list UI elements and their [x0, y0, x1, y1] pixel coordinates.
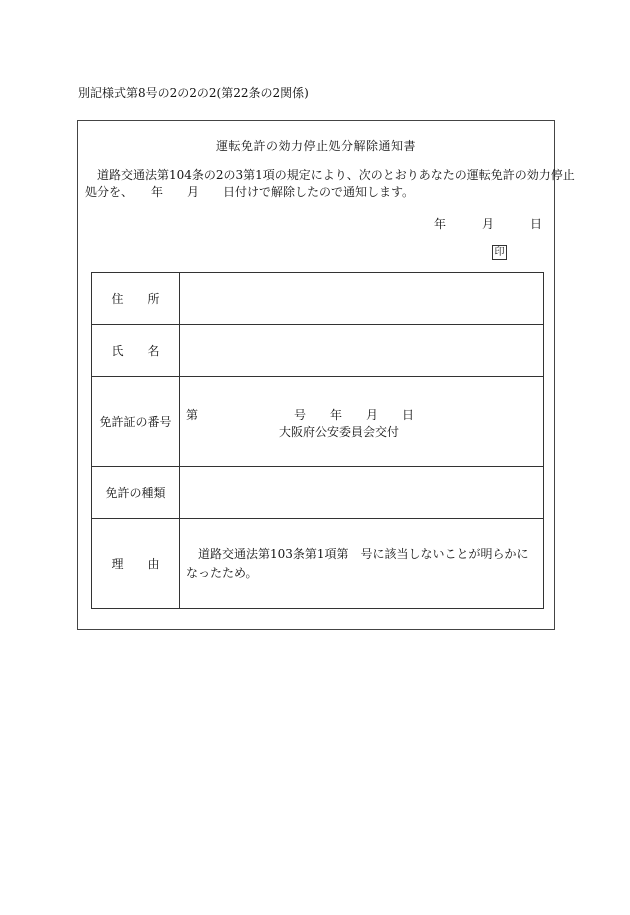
table-row-address: [92, 273, 544, 325]
document-title: 運転免許の効力停止処分解除通知書: [215, 139, 416, 153]
address-label: 住 所: [111, 292, 160, 306]
table-row-reason: [92, 519, 544, 609]
name-label: 氏 名: [111, 344, 160, 358]
reason-line-2: なったため。: [186, 565, 258, 580]
form-reference: 別記様式第8号の2の2の2(第22条の2関係): [78, 86, 309, 100]
table-row-license-number: [92, 377, 544, 467]
reason-label-cell: [92, 519, 180, 609]
notice-body-line-2: 処分を、 年 月 日付けで解除したので通知します。: [85, 185, 415, 199]
issue-date: 年 月 日: [434, 217, 543, 231]
reason-label: 理 由: [111, 557, 160, 571]
table-row-license-type: [92, 467, 544, 519]
license-type-label: 免許の種類: [105, 486, 166, 500]
table-row-name: [92, 325, 544, 377]
notice-body-line-1: 道路交通法第104条の2の3第1項の規定により、次のとおりあなたの運転免許の効力停止: [97, 168, 575, 182]
license-type-value: [180, 467, 544, 519]
reason-line-1: 道路交通法第103条第1項第 号に該当しないことが明らかに: [198, 546, 529, 561]
seal-stamp: 印: [492, 245, 507, 260]
address-label-cell: [92, 273, 180, 325]
notice-body: [85, 167, 575, 201]
details-table: [91, 272, 544, 609]
reason-text: [180, 545, 543, 583]
license-type-label-cell: [92, 467, 180, 519]
license-number-value: [180, 377, 544, 467]
license-number-line-1: 第 号 年 月 日: [186, 408, 415, 422]
notice-frame: [77, 120, 575, 630]
name-value: [180, 325, 544, 377]
name-label-cell: [92, 325, 180, 377]
license-number-label-cell: [92, 377, 180, 467]
reason-value: [180, 519, 544, 609]
license-number-label: 免許証の番号: [99, 415, 172, 429]
address-value: [180, 273, 544, 325]
license-number-line-2: 大阪府公安委員会交付: [279, 425, 400, 439]
